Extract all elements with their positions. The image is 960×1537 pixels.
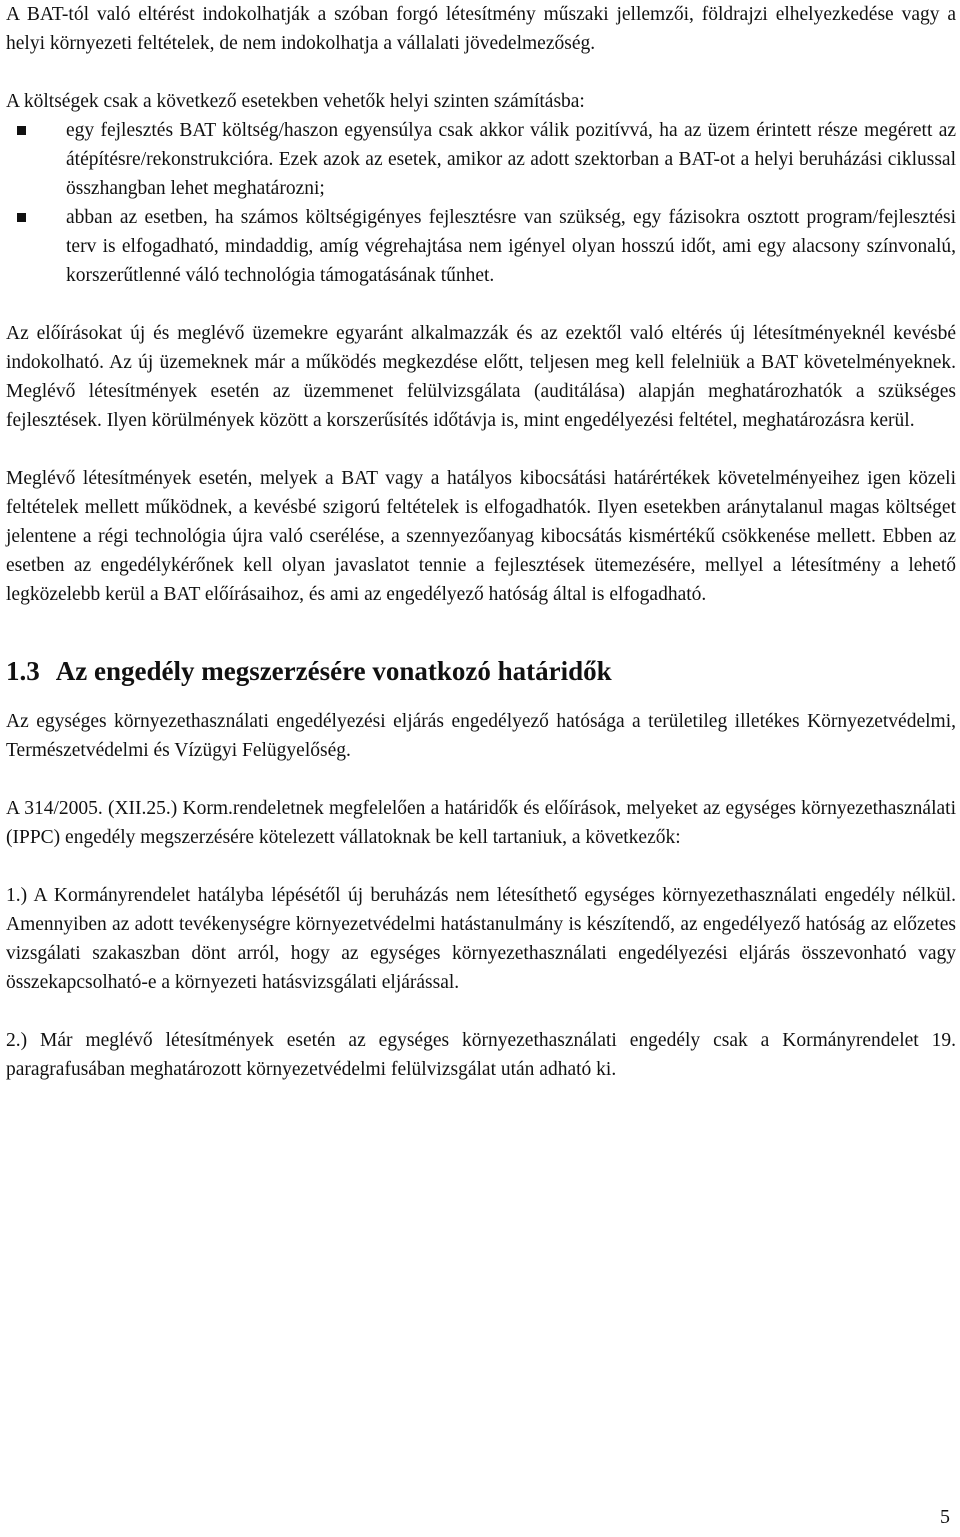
paragraph-existing-facilities: Meglévő létesítmények esetén, melyek a BAT vagy a hatályos kibocsátási határértékek követelményeihez igen közeli feltételek mellett működnek, a kevésbé szigorú feltételek is elfogadhatók. Ilyen esetekben aránytalanul magas költséget jelentene a régi technológia újra való cserélése, a szennyezőanyag kibocsátás kismértékű csökkenése mellett. Ebben az esetben az engedélykérőnek kell olyan javaslatot tennie a fejlesztések ütemezésére, mellyel a létesítmény a lehető legközelebb kerül a BAT előírásaihoz, és ami az engedélyező hatóság által is elfogadható. xyxy=(6,468,956,605)
paragraph-rule-2: 2.) Már meglévő létesítmények esetén az egységes környezethasználati engedély csak a Kormányrendelet 19. paragrafusában meghatározott környezetvédelmi felülvizsgálat után adható ki. xyxy=(6,1030,956,1080)
list-item xyxy=(6,203,956,290)
paragraph-cost-intro: A költségek csak a következő esetekben vehetők helyi szinten számításba: xyxy=(6,91,585,112)
section-title: Az engedély megszerzésére vonatkozó határidők xyxy=(55,656,612,686)
document-page xyxy=(6,0,956,1084)
paragraph-bat-deviation: A BAT-tól való eltérést indokolhatják a szóban forgó létesítmény műszaki jellemzői, földrajzi elhelyezkedése vagy a helyi környezeti feltételek, de nem indokolhatja a vállalati jövedelmezőség. xyxy=(6,4,956,54)
spacer xyxy=(6,852,956,881)
paragraph-authority: Az egységes környezethasználati engedélyezési eljárás engedélyező hatósága a területileg illetékes Környezetvédelmi, Természetvédelmi és Vízügyi Felügyelőség. xyxy=(6,711,956,761)
square-bullet-icon xyxy=(17,126,26,135)
page-number: 5 xyxy=(940,1506,950,1528)
list-item-text: egy fejlesztés BAT költség/haszon egyensúlya csak akkor válik pozitívvá, ha az üzem érintett része megérett az átépítésre/rekonstrukcióra. Ezek azok az esetek, amikor az adott szektorban a BAT-ot a helyi beruházási ciklussal összhangban lehet meghatározni; xyxy=(66,120,956,199)
spacer xyxy=(6,609,956,653)
spacer xyxy=(6,997,956,1026)
spacer xyxy=(6,290,956,319)
paragraph-new-and-existing-plants: Az előírásokat új és meglévő üzemekre egyaránt alkalmazzák és az ezektől való eltérés új létesítményeknél kevésbé indokolható. Az új üzemeknek már a működés megkezdése előtt, teljesen meg kell felelniük a BAT követelményeknek. Meglévő létesítmények esetén az üzemmenet felülvizsgálata (auditálása) alapján meghatározhatók a szükséges fejlesztések. Ilyen körülmények között a korszerűsítés időtávja is, mint engedélyezési feltétel, meghatározásra kerül. xyxy=(6,323,956,431)
spacer xyxy=(6,689,956,707)
spacer xyxy=(6,58,956,87)
spacer xyxy=(6,765,956,794)
list-item-text: abban az esetben, ha számos költségigényes fejlesztésre van szükség, egy fázisokra osztott program/fejlesztési terv is elfogadható, mindaddig, amíg végrehajtása nem igényel olyan hosszú időt, ami egy alacsony színvonalú, korszerűtlenné váló technológia támogatásának tűnhet. xyxy=(66,207,956,286)
section-number: 1.3 xyxy=(6,656,40,686)
section-heading xyxy=(6,653,956,689)
cost-cases-list xyxy=(6,116,956,290)
list-item xyxy=(6,116,956,203)
square-bullet-icon xyxy=(17,213,26,222)
paragraph-decree: A 314/2005. (XII.25.) Korm.rendeletnek megfelelően a határidők és előírások, melyeket az egységes környezethasználati (IPPC) engedély megszerzésére kötelezett vállatoknak be kell tartaniuk, a következők: xyxy=(6,798,956,848)
spacer xyxy=(6,435,956,464)
paragraph-rule-1: 1.) A Kormányrendelet hatályba lépésétől új beruházás nem létesíthető egységes környezethasználati engedély nélkül. Amennyiben az adott tevékenységre környezetvédelmi hatástanulmány is készítendő, az engedélyező hatóság az előzetes vizsgálati szakaszban dönt arról, hogy az egységes környezethasználati engedélyezési eljárás összevonható vagy összekapcsolható-e a környezeti hatásvizsgálati eljárással. xyxy=(6,885,956,993)
